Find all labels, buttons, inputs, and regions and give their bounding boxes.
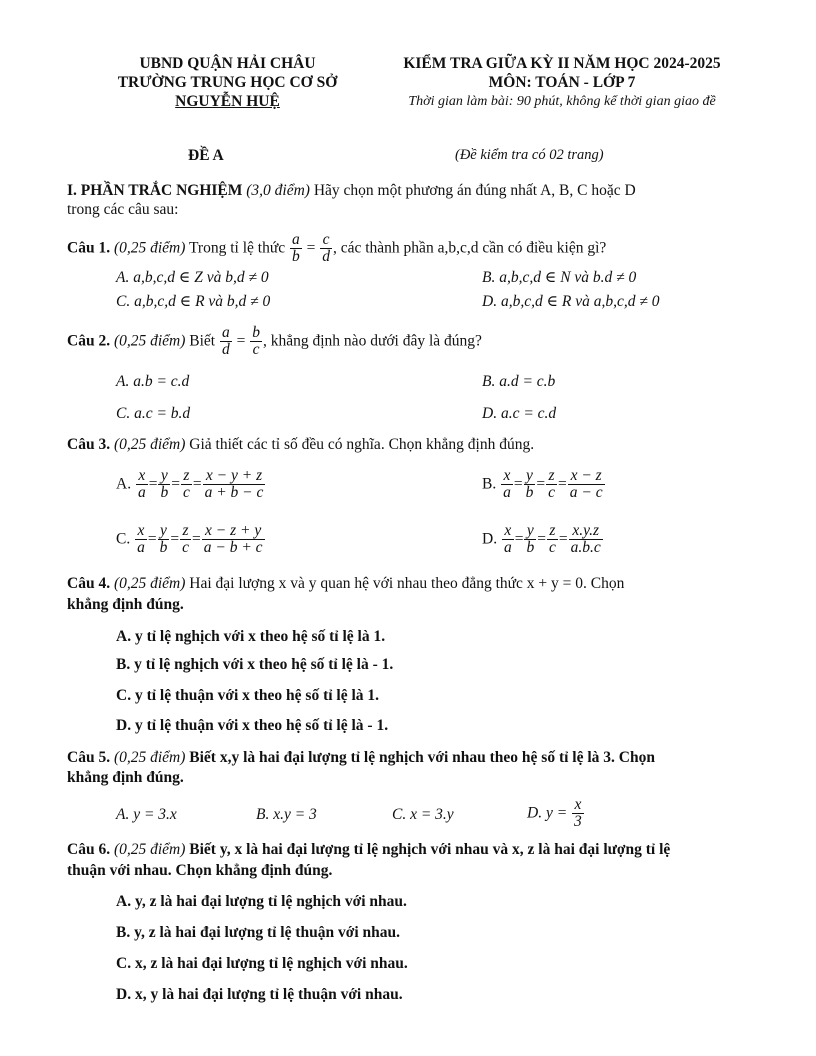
- q5-text-cont: khẳng định đúng.: [67, 769, 184, 786]
- exam-title: KIỂM TRA GIỮA KỲ II NĂM HỌC 2024-2025: [403, 55, 721, 72]
- q2-fraction-b: $\frac{b}{c}$: [252, 324, 260, 359]
- question-2: Câu 2. (0,25 điểm) Biết $\frac{a}{d}$ = $\frac{b}{c}$ , khẳng định nào dưới đây là đúng?: [67, 324, 482, 359]
- q4-option-d[interactable]: D. y tỉ lệ thuận với x theo hệ số tỉ lệ là - 1.: [116, 717, 389, 734]
- q5-points: (0,25 điểm): [113, 749, 186, 766]
- exam-subject: MÔN: TOÁN - LỚP 7: [488, 74, 636, 91]
- question-6: [67, 840, 670, 859]
- district-name: UBND QUẬN HẢI CHÂU: [139, 55, 316, 72]
- q3-option-b[interactable]: B. $\frac{x}{a}$ = $\frac{y}{b}$ = $\frac{z}{c}$ = $\frac{x - z}{a - c}$: [482, 467, 603, 502]
- q2-label: Câu 2.: [67, 332, 111, 350]
- section-points: (3,0 điểm): [246, 182, 310, 199]
- q1-fraction-b: $\frac{c}{d}$: [322, 231, 330, 266]
- section-heading: [67, 181, 636, 200]
- q2-text: Biết: [185, 332, 219, 350]
- q3-label: Câu 3.: [67, 436, 111, 453]
- section-instruction-cont: trong các câu sau:: [67, 201, 179, 218]
- exam-duration: Thời gian làm bài: 90 phút, không kể thời gian giao đề: [408, 94, 716, 109]
- q1-option-a[interactable]: A. a,b,c,d ∈ Z và b,d ≠ 0: [116, 269, 269, 286]
- q3-option-a[interactable]: A. $\frac{x}{a}$ = $\frac{y}{b}$ = $\frac{z}{c}$ = $\frac{x - y + z}{a + b - c}$: [116, 467, 264, 502]
- section-instruction: Hãy chọn một phương án đúng nhất A, B, C hoặc D: [309, 182, 636, 199]
- q1-text-end: , các thành phần a,b,c,d cần có điều kiện gì?: [332, 239, 607, 257]
- q2-option-b[interactable]: B. a.d = c.b: [482, 373, 556, 390]
- section-title: I. PHẦN TRẮC NGHIỆM: [67, 182, 243, 199]
- exam-header: [362, 54, 762, 111]
- question-4: [67, 574, 624, 593]
- q6-text-cont: thuận với nhau. Chọn khẳng định đúng.: [67, 862, 333, 879]
- exam-code: ĐỀ A: [188, 147, 224, 164]
- question-3: [67, 435, 534, 454]
- q4-option-b[interactable]: B. y tỉ lệ nghịch với x theo hệ số tỉ lệ là - 1.: [116, 656, 394, 673]
- q3-option-d[interactable]: D. $\frac{x}{a}$ = $\frac{y}{b}$ = $\frac{z}{c}$ = $\frac{x.y.z}{a.b.c}$: [482, 522, 601, 557]
- q4-label: Câu 4.: [67, 575, 111, 592]
- q1-text: Trong tỉ lệ thức: [185, 239, 289, 257]
- q2-points: (0,25 điểm): [113, 332, 186, 350]
- q5-label: Câu 5.: [67, 749, 111, 766]
- q5-option-c[interactable]: C. x = 3.y: [392, 806, 454, 823]
- q6-option-d[interactable]: D. x, y là hai đại lượng tỉ lệ thuận với nhau.: [116, 986, 403, 1003]
- q2-option-d[interactable]: D. a.c = c.d: [482, 405, 557, 422]
- q4-points: (0,25 điểm): [113, 575, 186, 592]
- q1-points: (0,25 điểm): [113, 239, 186, 257]
- q6-option-b[interactable]: B. y, z là hai đại lượng tỉ lệ thuận với nhau.: [116, 924, 401, 941]
- q5-option-d[interactable]: D. y = $\frac{x}{3}$: [527, 796, 582, 831]
- q3-option-c[interactable]: C. $\frac{x}{a}$ = $\frac{y}{b}$ = $\frac{z}{c}$ = $\frac{x - z + y}{a - b + c}$: [116, 522, 263, 557]
- q1-fraction-a: $\frac{a}{b}$: [291, 231, 300, 266]
- school-type: TRƯỜNG TRUNG HỌC CƠ SỞ: [117, 74, 338, 91]
- q6-points: (0,25 điểm): [113, 841, 186, 858]
- q2-option-c[interactable]: C. a.c = b.d: [116, 405, 191, 422]
- question-1: Câu 1. (0,25 điểm) Trong tỉ lệ thức $\frac{a}{b}$ = $\frac{c}{d}$ , các thành phần a,b,c,d cần có điều kiện gì?: [67, 231, 607, 266]
- q1-option-b[interactable]: B. a,b,c,d ∈ N và b.d ≠ 0: [482, 269, 637, 286]
- q5-option-b[interactable]: B. x.y = 3: [256, 806, 317, 823]
- q6-text: Biết y, x là hai đại lượng tỉ lệ nghịch với nhau và x, z là hai đại lượng tỉ lệ: [185, 841, 671, 858]
- q1-label: Câu 1.: [67, 239, 111, 257]
- q2-fraction-a: $\frac{a}{d}$: [222, 324, 230, 359]
- q6-label: Câu 6.: [67, 841, 111, 858]
- q4-text-cont: khẳng định đúng.: [67, 596, 184, 613]
- q5-text: Biết x,y là hai đại lượng tỉ lệ nghịch với nhau theo hệ số tỉ lệ là 3. Chọn: [185, 749, 655, 766]
- q3-points: (0,25 điểm): [113, 436, 186, 453]
- q6-option-a[interactable]: A. y, z là hai đại lượng tỉ lệ nghịch với nhau.: [116, 893, 407, 910]
- school-name: NGUYỄN HUỆ: [175, 93, 280, 110]
- q6-option-c[interactable]: C. x, z là hai đại lượng tỉ lệ nghịch với nhau.: [116, 955, 408, 972]
- question-5: [67, 748, 655, 767]
- q4-text: Hai đại lượng x và y quan hệ với nhau theo đẳng thức x + y = 0. Chọn: [185, 575, 625, 592]
- q3-text: Giả thiết các tỉ số đều có nghĩa. Chọn khẳng định đúng.: [185, 436, 535, 453]
- q2-option-a[interactable]: A. a.b = c.d: [116, 373, 190, 390]
- q1-option-d[interactable]: D. a,b,c,d ∈ R và a,b,c,d ≠ 0: [482, 293, 660, 310]
- page-count-note: (Đề kiểm tra có 02 trang): [455, 147, 604, 163]
- q4-option-a[interactable]: A. y tỉ lệ nghịch với x theo hệ số tỉ lệ là 1.: [116, 628, 386, 645]
- school-header: [95, 54, 360, 111]
- q4-option-c[interactable]: C. y tỉ lệ thuận với x theo hệ số tỉ lệ là 1.: [116, 687, 380, 704]
- q1-option-c[interactable]: C. a,b,c,d ∈ R và b,d ≠ 0: [116, 293, 271, 310]
- q2-text-end: , khẳng định nào dưới đây là đúng?: [263, 332, 482, 350]
- q5-option-a[interactable]: A. y = 3.x: [116, 806, 177, 823]
